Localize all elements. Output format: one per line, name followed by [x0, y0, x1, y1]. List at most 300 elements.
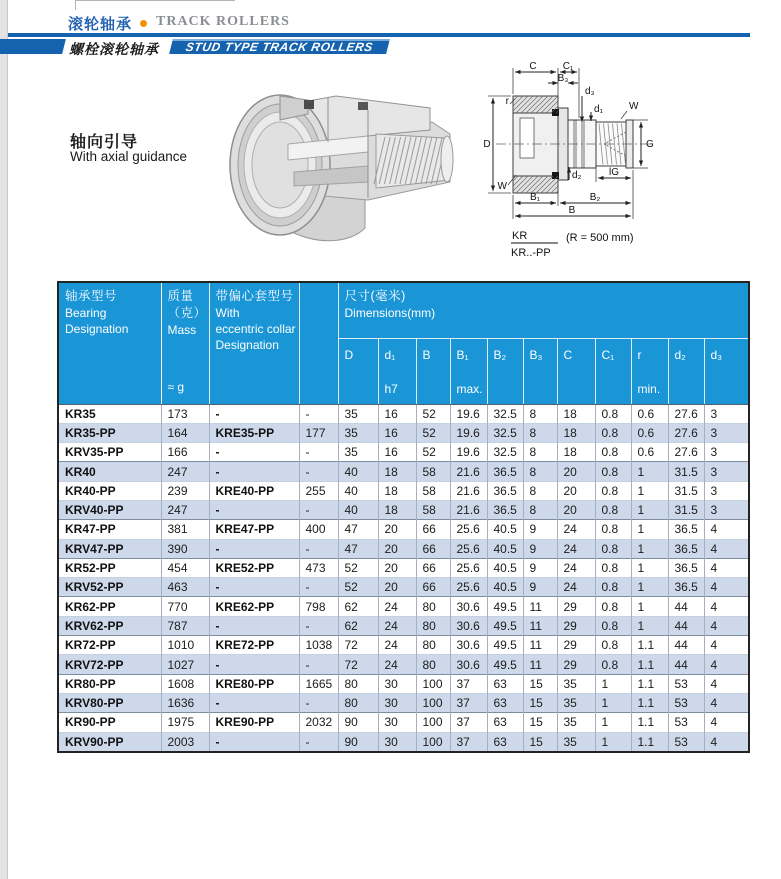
cell-dim: 100 — [416, 713, 450, 732]
dim-label-B2: B₂ — [589, 192, 601, 203]
dim-label-B: B — [568, 205, 576, 216]
cell-designation: KRV62-PP — [58, 616, 161, 635]
mass-zh2: （克） — [167, 305, 207, 320]
cell-dim: 18 — [557, 404, 595, 423]
cell-mass: 2003 — [161, 732, 209, 752]
table-row — [58, 539, 749, 558]
cell-dim: 49.5 — [487, 655, 523, 674]
cell-ecc-mass: - — [299, 578, 338, 597]
cell-dim: 1 — [631, 481, 668, 500]
cell-dim: 36.5 — [487, 500, 523, 519]
cell-dim: 18 — [557, 443, 595, 462]
designation-en2: Designation — [65, 322, 129, 337]
cell-designation: KRV72-PP — [58, 655, 161, 674]
cell-dim: 3 — [704, 500, 749, 519]
cell-dim: 8 — [523, 481, 557, 500]
cell-dim: 0.8 — [595, 578, 631, 597]
cell-dim: 20 — [378, 558, 416, 577]
cell-ecc-designation: - — [209, 732, 299, 752]
cell-dim: 30 — [378, 693, 416, 712]
cell-dim: 49.5 — [487, 616, 523, 635]
cell-dim: 44 — [668, 597, 704, 616]
cell-dim: 30 — [378, 732, 416, 752]
cell-dim: 20 — [378, 578, 416, 597]
cell-dim: 32.5 — [487, 443, 523, 462]
cell-dim: 53 — [668, 674, 704, 693]
mass-unit: ≈ g — [167, 380, 185, 395]
dim-label-B3: B₃ — [557, 73, 569, 84]
dim-col-note — [704, 372, 749, 404]
cell-ecc-designation: KRE90-PP — [209, 713, 299, 732]
cell-dim: 24 — [557, 558, 595, 577]
cell-ecc-mass: - — [299, 443, 338, 462]
cell-dim: 35 — [338, 404, 378, 423]
cell-mass: 454 — [161, 558, 209, 577]
cell-dim: 16 — [378, 443, 416, 462]
cell-dim: 1 — [631, 597, 668, 616]
col-header-eccentric-mass — [299, 282, 338, 404]
cell-dim: 40 — [338, 500, 378, 519]
cell-dim: 21.6 — [450, 462, 487, 481]
cell-ecc-mass: - — [299, 500, 338, 519]
cell-mass: 1636 — [161, 693, 209, 712]
cell-dim: 19.6 — [450, 404, 487, 423]
dim-col-note — [523, 372, 557, 404]
cell-dim: 37 — [450, 693, 487, 712]
cell-dim: 1 — [595, 693, 631, 712]
cell-dim: 20 — [378, 520, 416, 539]
cell-dim: 66 — [416, 539, 450, 558]
cell-dim: 52 — [416, 404, 450, 423]
cell-dim: 36.5 — [668, 520, 704, 539]
cell-designation: KRV47-PP — [58, 539, 161, 558]
cell-dim: 1.1 — [631, 693, 668, 712]
cell-dim: 4 — [704, 539, 749, 558]
cell-mass: 166 — [161, 443, 209, 462]
cell-dim: 0.6 — [631, 423, 668, 442]
cell-dim: 32.5 — [487, 404, 523, 423]
cell-dim: 1.1 — [631, 636, 668, 655]
cell-ecc-mass: 255 — [299, 481, 338, 500]
table-row — [58, 558, 749, 577]
cell-dim: 20 — [557, 462, 595, 481]
cell-dim: 35 — [338, 423, 378, 442]
dim-col-note — [416, 372, 450, 404]
intro-zh: 轴向引导 — [70, 134, 139, 151]
cell-ecc-designation: KRE80-PP — [209, 674, 299, 693]
cell-dim: 24 — [557, 578, 595, 597]
cell-dim: 18 — [557, 423, 595, 442]
cell-dim: 66 — [416, 520, 450, 539]
cell-ecc-mass: 2032 — [299, 713, 338, 732]
cell-ecc-designation: KRE52-PP — [209, 558, 299, 577]
cell-designation: KR40 — [58, 462, 161, 481]
cell-dim: 0.8 — [595, 481, 631, 500]
cell-designation: KR35-PP — [58, 423, 161, 442]
cell-mass: 463 — [161, 578, 209, 597]
intro-en: With axial guidance — [70, 149, 188, 164]
cell-dim: 100 — [416, 693, 450, 712]
cell-designation: KRV35-PP — [58, 443, 161, 462]
cell-designation: KR40-PP — [58, 481, 161, 500]
cell-mass: 1010 — [161, 636, 209, 655]
cell-dim: 90 — [338, 732, 378, 752]
cell-dim: 4 — [704, 578, 749, 597]
cell-dim: 40.5 — [487, 578, 523, 597]
cell-dim: 90 — [338, 713, 378, 732]
cell-dim: 8 — [523, 443, 557, 462]
cell-dim: 35 — [557, 732, 595, 752]
dim-col-note — [595, 372, 631, 404]
cell-dim: 25.6 — [450, 558, 487, 577]
table-row — [58, 693, 749, 712]
cell-ecc-designation: - — [209, 539, 299, 558]
cell-ecc-mass: - — [299, 693, 338, 712]
ecc-en3: Designation — [215, 338, 279, 353]
dim-col-symbol: C — [557, 338, 595, 372]
cell-dim: 8 — [523, 500, 557, 519]
cell-dim: 44 — [668, 616, 704, 635]
ecc-en1: With — [215, 305, 240, 320]
dimension-drawing — [478, 56, 781, 268]
dim-label-W-top: W — [629, 101, 639, 112]
cell-dim: 1 — [595, 732, 631, 752]
page-title-zh: 滚轮轴承 — [68, 16, 133, 33]
cell-dim: 11 — [523, 655, 557, 674]
dim-label-C: C — [529, 61, 537, 72]
cell-dim: 1 — [631, 500, 668, 519]
dim-col-symbol: B₁ — [450, 338, 487, 372]
designation-en1: Bearing — [65, 305, 107, 320]
cell-dim: 31.5 — [668, 500, 704, 519]
cell-ecc-mass: 798 — [299, 597, 338, 616]
band-left-bar — [0, 39, 66, 54]
dim-label-G: G — [646, 139, 654, 150]
dim-label-W-bottom: W — [497, 181, 507, 192]
subtitle-ribbon — [169, 39, 390, 54]
cell-dim: 100 — [416, 732, 450, 752]
cell-mass: 381 — [161, 520, 209, 539]
cell-dim: 24 — [378, 616, 416, 635]
cell-dim: 9 — [523, 578, 557, 597]
ecc-en2: eccentric collar — [215, 322, 296, 337]
diagram-caption-krpp: KR..-PP — [511, 247, 551, 259]
cell-dim: 63 — [487, 732, 523, 752]
cell-dim: 20 — [557, 481, 595, 500]
scan-artifact-line — [75, 0, 235, 1]
dim-col-symbol: d₁ — [378, 338, 416, 372]
cell-dim: 30 — [378, 713, 416, 732]
mass-en: Mass — [167, 322, 197, 337]
cell-ecc-designation: - — [209, 500, 299, 519]
cell-dim: 25.6 — [450, 578, 487, 597]
cell-designation: KR80-PP — [58, 674, 161, 693]
table-row — [58, 462, 749, 481]
cell-ecc-designation: KRE72-PP — [209, 636, 299, 655]
cell-dim: 58 — [416, 500, 450, 519]
col-header-eccentric — [209, 282, 299, 404]
page-edge-strip — [0, 0, 8, 879]
cell-dim: 29 — [557, 655, 595, 674]
cell-dim: 4 — [704, 520, 749, 539]
cell-designation: KR35 — [65, 406, 96, 421]
cell-dim: 0.8 — [595, 539, 631, 558]
cell-dim: 72 — [338, 636, 378, 655]
cell-mass: 239 — [161, 481, 209, 500]
cell-dim: 29 — [557, 636, 595, 655]
cell-dim: 0.8 — [595, 616, 631, 635]
cell-dim: 47 — [338, 520, 378, 539]
cell-dim: 0.8 — [595, 597, 631, 616]
ecc-zh: 带偏心套型号 — [215, 289, 294, 303]
cell-dim: 24 — [378, 636, 416, 655]
table-row — [58, 404, 749, 423]
cell-dim: 4 — [704, 713, 749, 732]
cell-dim: 30.6 — [450, 616, 487, 635]
cell-dim: 49.5 — [487, 636, 523, 655]
cell-dim: 32.5 — [487, 423, 523, 442]
cell-dim: 20 — [557, 500, 595, 519]
cell-dim: 31.5 — [668, 462, 704, 481]
cell-dim: 40.5 — [487, 558, 523, 577]
cell-dim: 0.8 — [595, 500, 631, 519]
cell-dim: 8 — [523, 404, 557, 423]
cell-dim: 1 — [631, 539, 668, 558]
cell-dim: 20 — [378, 539, 416, 558]
dim-col-symbol: B₂ — [487, 338, 523, 372]
cell-ecc-designation: - — [209, 578, 299, 597]
cell-ecc-designation: KRE62-PP — [209, 597, 299, 616]
cell-ecc-mass: - — [299, 616, 338, 635]
cell-ecc-designation: - — [209, 462, 299, 481]
cell-dim: 24 — [378, 597, 416, 616]
cell-dim: 24 — [557, 539, 595, 558]
subtitle-zh: 螺栓滚轮轴承 — [69, 41, 159, 57]
cell-dim: 27.6 — [668, 443, 704, 462]
cell-ecc-designation: - — [209, 404, 299, 423]
cell-dim: 36.5 — [668, 558, 704, 577]
cell-mass: 770 — [161, 597, 209, 616]
cell-dim: 37 — [450, 674, 487, 693]
cell-dim: 16 — [378, 404, 416, 423]
cell-dim: 52 — [416, 443, 450, 462]
cell-dim: 11 — [523, 597, 557, 616]
cell-dim: 1 — [631, 558, 668, 577]
dim-col-symbol: d₂ — [668, 338, 704, 372]
header-rule — [8, 33, 750, 37]
cell-dim: 47 — [338, 539, 378, 558]
cell-ecc-mass: 400 — [299, 520, 338, 539]
cell-ecc-mass: 473 — [299, 558, 338, 577]
cell-dim: 30.6 — [450, 655, 487, 674]
cell-dim: 9 — [523, 539, 557, 558]
dim-col-note — [487, 372, 523, 404]
cell-dim: 66 — [416, 558, 450, 577]
table-row — [58, 597, 749, 616]
cell-ecc-designation: - — [209, 655, 299, 674]
cell-dim: 63 — [487, 693, 523, 712]
table-row — [58, 674, 749, 693]
cell-ecc-mass: - — [299, 732, 338, 752]
cell-dim: 53 — [668, 693, 704, 712]
cell-dim: 16 — [378, 423, 416, 442]
dim-col-note — [338, 372, 378, 404]
cell-dim: 1.1 — [631, 655, 668, 674]
cell-dim: 1 — [631, 462, 668, 481]
cell-dim: 27.6 — [668, 404, 704, 423]
cell-dim: 0.8 — [595, 404, 631, 423]
cell-dim: 80 — [416, 655, 450, 674]
cell-dim: 27.6 — [668, 423, 704, 442]
table-row — [58, 732, 749, 752]
cell-ecc-mass: - — [299, 404, 338, 423]
cell-dim: 52 — [338, 578, 378, 597]
cell-dim: 35 — [338, 443, 378, 462]
cell-dim: 35 — [557, 713, 595, 732]
cell-dim: 40 — [338, 462, 378, 481]
cell-dim: 0.8 — [595, 423, 631, 442]
cell-dim: 24 — [378, 655, 416, 674]
cell-dim: 0.8 — [595, 636, 631, 655]
table-row — [58, 481, 749, 500]
cell-dim: 4 — [704, 732, 749, 752]
cell-dim: 3 — [704, 443, 749, 462]
cell-ecc-designation: KRE40-PP — [209, 481, 299, 500]
cell-designation: KR90-PP — [58, 713, 161, 732]
cell-dim: 18 — [378, 481, 416, 500]
cell-dim: 0.8 — [595, 462, 631, 481]
cell-mass: 247 — [161, 500, 209, 519]
cell-mass: 247 — [161, 462, 209, 481]
table-row — [58, 520, 749, 539]
cell-dim: 52 — [338, 558, 378, 577]
cell-dim: 44 — [668, 636, 704, 655]
cell-ecc-designation: - — [209, 443, 299, 462]
cell-dim: 1.1 — [631, 674, 668, 693]
dim-label-r: r — [505, 96, 509, 107]
cell-dim: 44 — [668, 655, 704, 674]
cell-dim: 8 — [523, 462, 557, 481]
cell-dim: 25.6 — [450, 539, 487, 558]
cell-dim: 0.8 — [595, 558, 631, 577]
cell-designation: KR52-PP — [58, 558, 161, 577]
cell-dim: 3 — [704, 481, 749, 500]
cell-dim: 4 — [704, 597, 749, 616]
cell-designation: KRV40-PP — [58, 500, 161, 519]
table-body — [58, 404, 749, 752]
cell-dim: 19.6 — [450, 443, 487, 462]
dim-col-note — [668, 372, 704, 404]
table-row — [58, 713, 749, 732]
cell-dim: 1 — [631, 616, 668, 635]
cell-dim: 0.8 — [595, 443, 631, 462]
cell-dim: 49.5 — [487, 597, 523, 616]
cell-dim: 63 — [487, 674, 523, 693]
subtitle-en: STUD TYPE TRACK ROLLERS — [184, 40, 375, 54]
dim-label-lG: lG — [609, 167, 619, 178]
cell-dim: 3 — [704, 462, 749, 481]
dim-col-note: max. — [450, 372, 487, 404]
cell-dim: 40 — [338, 481, 378, 500]
dim-label-d2: d₂ — [572, 170, 582, 181]
cell-dim: 1 — [595, 674, 631, 693]
cell-ecc-mass: - — [299, 655, 338, 674]
cell-dim: 9 — [523, 558, 557, 577]
mass-zh1: 质量 — [167, 289, 194, 303]
cell-dim: 0.6 — [631, 404, 668, 423]
cell-dim: 40.5 — [487, 539, 523, 558]
cell-dim: 8 — [523, 423, 557, 442]
cell-dim: 58 — [416, 481, 450, 500]
page-title-en: TRACK ROLLERS — [156, 14, 290, 29]
table-row — [58, 636, 749, 655]
cell-dim: 36.5 — [668, 578, 704, 597]
cell-dim: 29 — [557, 616, 595, 635]
cell-dim: 31.5 — [668, 481, 704, 500]
cell-dim: 21.6 — [450, 500, 487, 519]
cell-dim: 1.1 — [631, 713, 668, 732]
cell-dim: 19.6 — [450, 423, 487, 442]
cell-dim: 18 — [378, 462, 416, 481]
cell-dim: 80 — [416, 636, 450, 655]
dim-label-B1: B₁ — [529, 192, 541, 203]
cell-dim: 100 — [416, 674, 450, 693]
cell-dim: 1 — [595, 713, 631, 732]
cell-dim: 1.1 — [631, 732, 668, 752]
cell-dim: 0.6 — [631, 443, 668, 462]
cell-dim: 15 — [523, 674, 557, 693]
diagram-caption-note: (R = 500 mm) — [566, 232, 634, 244]
table-row — [58, 655, 749, 674]
cell-dim: 30.6 — [450, 636, 487, 655]
cell-mass: 1975 — [161, 713, 209, 732]
cell-dim: 53 — [668, 713, 704, 732]
cell-ecc-designation: KRE47-PP — [209, 520, 299, 539]
cell-dim: 52 — [416, 423, 450, 442]
col-header-dimensions — [338, 282, 749, 338]
table-row — [58, 443, 749, 462]
cell-designation: KR47-PP — [58, 520, 161, 539]
cell-mass: 787 — [161, 616, 209, 635]
dim-label-d1: d₁ — [594, 104, 603, 115]
cell-designation: KRV52-PP — [58, 578, 161, 597]
bullet-dot-icon — [140, 20, 147, 27]
table-row — [58, 616, 749, 635]
cell-designation: KRV80-PP — [58, 693, 161, 712]
table-row — [58, 578, 749, 597]
cell-dim: 36.5 — [668, 539, 704, 558]
cell-dim: 35 — [557, 693, 595, 712]
dim-col-symbol: B₃ — [523, 338, 557, 372]
dim-label-d3: d₃ — [585, 86, 595, 97]
cell-dim: 15 — [523, 732, 557, 752]
cell-dim: 0.8 — [595, 655, 631, 674]
cell-dim: 18 — [378, 500, 416, 519]
cell-dim: 11 — [523, 636, 557, 655]
cell-ecc-mass: - — [299, 462, 338, 481]
cell-ecc-mass: 1038 — [299, 636, 338, 655]
cell-dim: 62 — [338, 597, 378, 616]
cell-ecc-mass: - — [299, 539, 338, 558]
cell-dim: 37 — [450, 732, 487, 752]
cell-dim: 40.5 — [487, 520, 523, 539]
cell-dim: 4 — [704, 693, 749, 712]
cell-dim: 24 — [557, 520, 595, 539]
dim-col-symbol: D — [338, 338, 378, 372]
cell-ecc-mass: 1665 — [299, 674, 338, 693]
cell-dim: 63 — [487, 713, 523, 732]
cell-dim: 3 — [704, 423, 749, 442]
